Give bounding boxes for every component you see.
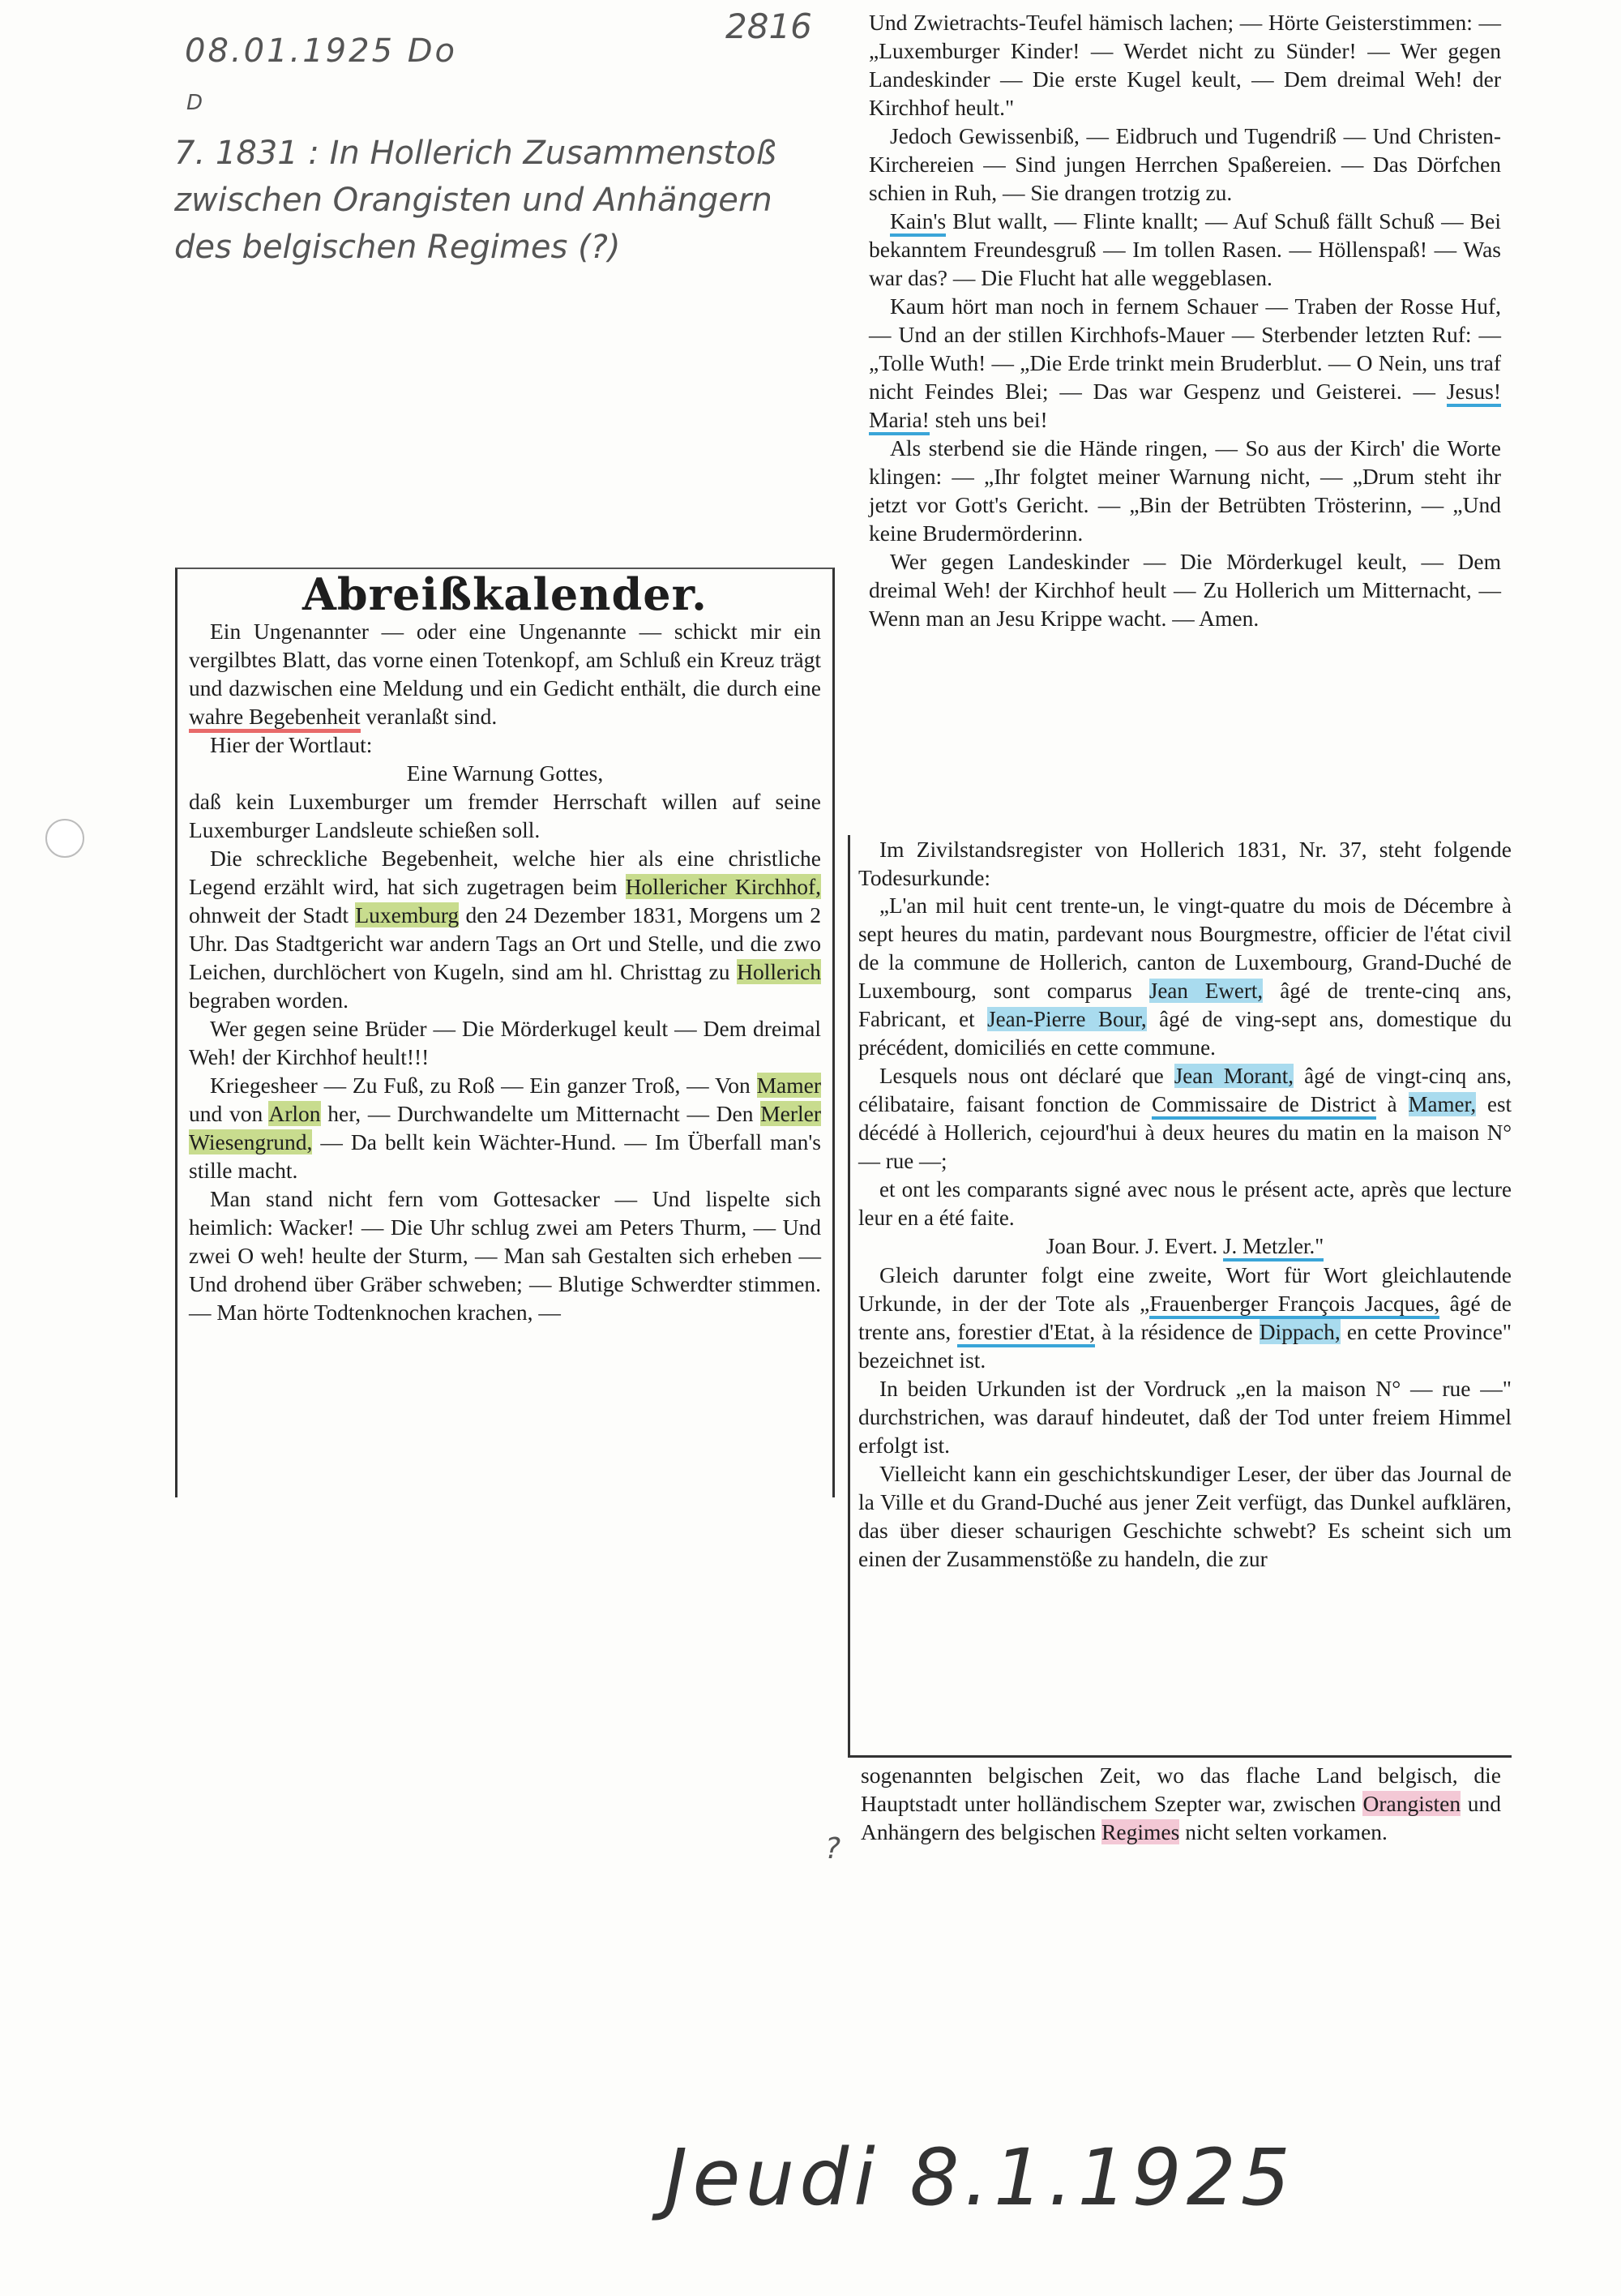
highlight: forestier d'Etat, bbox=[957, 1319, 1095, 1347]
paragraph: In beiden Urkunden ist der Vordruck „en la maison N° — rue —" durchstrichen, was darauf hindeutet, daß der Tod unter freiem Himmel erfolgt ist. bbox=[858, 1376, 1512, 1458]
paragraph: Hier der Wortlaut: bbox=[210, 732, 373, 757]
paragraph: Kaum hört man noch in fernem Schauer — Traben der Rosse Huf, — Und an der stillen Kirchhofs-Mauer — Sterbender letzten Ruf: — „Tolle Wuth! — „Die Erde trinkt mein Bruderblut. — O Nein, uns traf nicht Feindes Blei; — Das war Gespenz und Geisterei. — Jesus! Maria! steh uns bei! bbox=[869, 292, 1501, 434]
paragraph: Wer gegen seine Brüder — Die Mörderkugel keult — Dem dreimal Weh! der Kirchhof heult!!! bbox=[189, 1016, 821, 1069]
highlight: Frauenberger François Jacques, bbox=[1149, 1291, 1439, 1319]
highlight: Hollerich bbox=[737, 959, 821, 984]
highlight: Merler Wiesengrund, bbox=[189, 1101, 822, 1154]
highlight: Orangisten bbox=[1362, 1791, 1461, 1816]
poem-heading: Eine Warnung Gottes, bbox=[406, 760, 604, 786]
paragraph: et ont les comparants signé avec nous le présent acte, après que lecture leur en a été faite. bbox=[858, 1177, 1512, 1230]
paragraph: „L'an mil huit cent trente-un, le vingt-quatre du mois de Décembre à sept heures du matin, pardevant nous Bourgmestre, officier de l'état civil de la commune de Hollerich, canton de Luxembourg, Grand-Duché de Luxembourg, sont comparus Jean Ewert, âgé de trente-cinq ans, Fabricant, et Jean-Pierre Bour, âgé de ving-sept ans, domestique du précédent, domiciliés en cette commune. bbox=[858, 893, 1512, 1060]
poem-subheading: daß kein Luxemburger um fremder Herrschaft willen auf seine Luxemburger Landsleute schießen soll. bbox=[189, 789, 821, 842]
paragraph: sogenannten belgischen Zeit, wo das flache Land belgisch, die Hauptstadt unter holländischem Szepter war, zwischen Orangisten und Anhängern des belgischen Regimes nicht selten vorkamen. bbox=[861, 1763, 1501, 1844]
punch-hole bbox=[45, 819, 84, 858]
highlight: Commissaire de District bbox=[1152, 1092, 1376, 1120]
paragraph: Wer gegen Landeskinder — Die Mörderkugel keult, — Dem dreimal Weh! der Kirchhof heult — Zu Hollerich um Mitternacht, — Wenn man an Jesu Krippe wacht. — Amen. bbox=[869, 549, 1501, 631]
highlight: Mamer, bbox=[1408, 1092, 1477, 1116]
highlight: Regimes bbox=[1101, 1819, 1180, 1844]
highlight: Jean-Pierre Bour, bbox=[987, 1007, 1147, 1031]
highlight: Arlon bbox=[268, 1101, 321, 1126]
paragraph: Vielleicht kann ein geschichtskundiger Leser, der über das Journal de la Ville et du Grand-Duché aus jener Zeit verfügt, das Dunkel aufklären, das über dieser schaurigen Geschichte schwebt? Es scheint sich um einen der Zusammenstöße zu handeln, die zur bbox=[858, 1461, 1512, 1571]
column-divider bbox=[855, 1755, 1503, 1758]
paragraph: Jedoch Gewissenbiß, — Eidbruch und Tugendriß — Und Christen-Kirchereien — Sind jungen Herrchen Spaßereien. — Das Dörfchen schien in Ruh, — Sie drangen trotzig zu. bbox=[869, 123, 1501, 205]
highlight: Mamer bbox=[756, 1073, 821, 1098]
signatures: Joan Bour. J. Evert. J. Metzler." bbox=[858, 1232, 1512, 1261]
highlight: wahre Begebenheit bbox=[189, 704, 361, 733]
paragraph: Kain's Blut wallt, — Flinte knallt; — Auf Schuß fällt Schuß — Bei bekanntem Freundesgruß — Im tollen Rasen. — Höllenspaß! — Was war das? — Die Flucht hat alle weggeblasen. bbox=[869, 208, 1501, 290]
article-title: Abreißkalender. bbox=[302, 568, 708, 620]
article-right-column-top bbox=[869, 8, 1501, 632]
highlight: Jesus! Maria! bbox=[869, 379, 1501, 435]
article-left-column bbox=[175, 568, 835, 1497]
article-right-column-bottom bbox=[861, 1761, 1501, 1846]
paragraph: Die schreckliche Begebenheit, welche hier als eine christliche Legend erzählt wird, hat sich zugetragen beim Hollericher Kirchhof, ohnweit der Stadt Luxemburg den 24 Dezember 1831, Morgens um 2 Uhr. Das Stadtgericht war andern Tags an Ort und Stelle, und die zwo Leichen, durchlöchert von Kugeln, sind am hl. Christtag zu Hollerich begraben worden. bbox=[189, 846, 821, 1013]
paragraph: Als sterbend sie die Hände ringen, — So aus der Kirch' die Worte klingen: — „Ihr folgtet meiner Warnung nicht, — „Drum steht ihr jetzt vor Gott's Gericht. — „Bin der Betrübten Trösterinn, — „Und keine Brudermörderinn. bbox=[869, 435, 1501, 546]
handwritten-date-top: 08.01.1925 Do bbox=[185, 32, 458, 70]
paragraph: Lesquels nous ont déclaré que Jean Morant, âgé de vingt-cinq ans, célibataire, faisant fonction de Commissaire de District à Mamer, est décédé à Hollerich, cejourd'hui à deux heures du matin en la maison N° — rue —; bbox=[858, 1064, 1512, 1173]
paragraph: Gleich darunter folgt eine zweite, Wort für Wort gleichlautende Urkunde, in der der Tote als „Frauenberger François Jacques, âgé de trente ans, forestier d'Etat, à la résidence de Dippach, en cette Province" bezeichnet ist. bbox=[858, 1262, 1512, 1373]
highlight: Kain's bbox=[890, 208, 946, 237]
highlight: Hollericher Kirchhof, bbox=[625, 874, 821, 899]
paragraph: Man stand nicht fern vom Gottesacker — Und lispelte sich heimlich: Wacker! — Die Uhr schlug zwei am Peters Thurm, — Und zwei O weh! heulte der Sturm, — Man sah Gestalten sich erheben — Und drohend über Gräber schweben; — Blutige Schwerdter stimmen. — Man hörte Todtenknochen krachen, — bbox=[189, 1186, 821, 1325]
handwritten-date-bottom: Jeudi 8.1.1925 bbox=[665, 2132, 1295, 2223]
handwritten-mark: D bbox=[186, 91, 203, 115]
paragraph: Und Zwietrachts-Teufel hämisch lachen; — Hörte Geisterstimmen: — „Luxemburger Kinder! — Werdet nicht zu Sünder! — Wer gegen Landeskinder — Die erste Kugel keult, — Dem dreimal Weh! der Kirchhof heult." bbox=[869, 10, 1501, 120]
paragraph: Ein Ungenannter — oder eine Ungenannte — schickt mir ein vergilbtes Blatt, das vorne einen Totenkopf, am Schluß ein Kreuz trägt und dazwischen eine Meldung und ein Gedicht enthält, die durch eine wahre Begebenheit veranlaßt sind. bbox=[189, 617, 821, 730]
highlight: Dippach, bbox=[1259, 1319, 1341, 1344]
handwritten-note: 7. 1831 : In Hollerich Zusammenstoß zwischen Orangisten und Anhängern des belgischen Regimes (?) bbox=[174, 135, 776, 266]
handwritten-archive-number: 2816 bbox=[725, 6, 812, 46]
article-right-column-middle bbox=[848, 835, 1512, 1758]
paragraph: Kriegesheer — Zu Fuß, zu Roß — Ein ganzer Troß, — Von Mamer und von Arlon her, — Durchwandelte um Mitternacht — Den Merler Wiesengrund, — Da bellt kein Wächter-Hund. — Im Überfall man's stille macht. bbox=[189, 1073, 822, 1183]
highlight: J. Metzler." bbox=[1223, 1234, 1324, 1262]
highlight: Jean Ewert, bbox=[1148, 979, 1264, 1003]
paragraph: Im Zivilstandsregister von Hollerich 1831, Nr. 37, steht folgende Todesurkunde: bbox=[858, 837, 1512, 890]
highlight: Luxemburg bbox=[355, 902, 460, 927]
highlight: Jean Morant, bbox=[1174, 1064, 1294, 1088]
handwritten-question-mark: ? bbox=[825, 1832, 841, 1866]
